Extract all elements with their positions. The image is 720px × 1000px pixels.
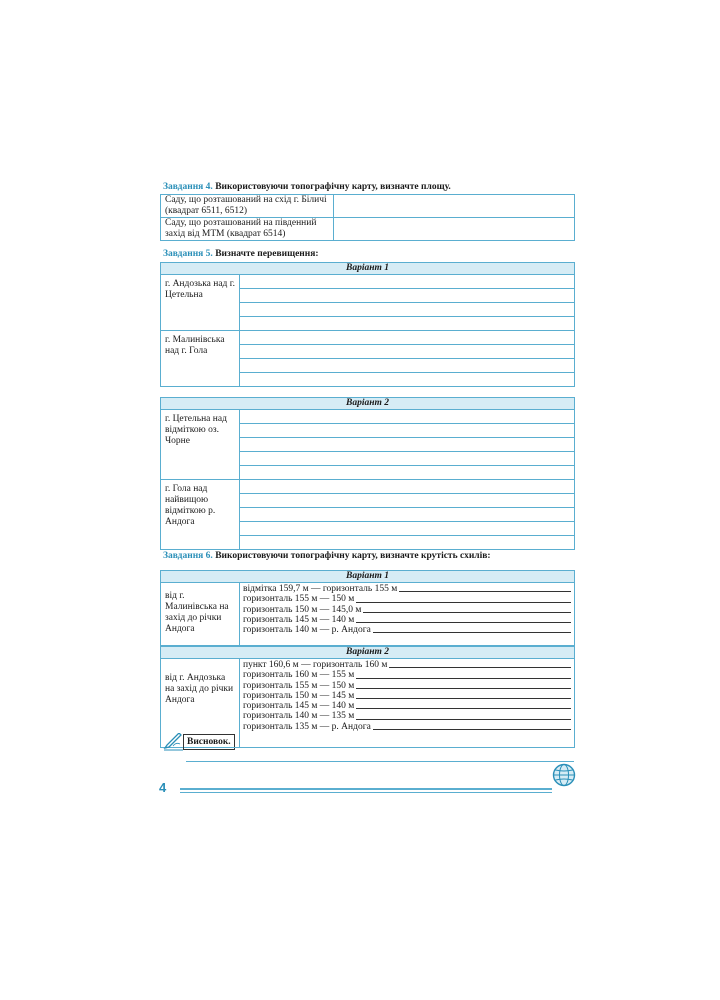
variant-header: Варіант 1 (161, 571, 575, 583)
task4-row-label: Саду, що розташований на схід г. Біличі (квадрат 6511, 6512) (161, 195, 334, 218)
variant-header: Варіант 1 (161, 263, 575, 275)
slope-line[interactable] (243, 594, 571, 604)
answer-line[interactable] (240, 536, 575, 550)
answer-line[interactable] (240, 452, 575, 466)
task4-title (163, 182, 451, 192)
slope-line[interactable] (243, 584, 571, 594)
task6-variant2-table (160, 646, 575, 748)
slope-line-label: горизонталь 150 м — 145,0 м (243, 604, 362, 615)
slope-line[interactable] (243, 722, 571, 732)
slope-line[interactable] (243, 711, 571, 721)
slope-line-label: горизонталь 135 м — р. Андога (243, 721, 371, 732)
answer-line[interactable] (240, 522, 575, 536)
variant-header: Варіант 2 (161, 398, 575, 410)
task6-item-label: від г. Андозька на захід до річки Андога (161, 659, 240, 748)
task6-number: Завдання 6. (163, 551, 213, 561)
answer-line[interactable] (240, 508, 575, 522)
slope-line-label: горизонталь 155 м — 150 м (243, 594, 355, 605)
answer-line[interactable] (240, 289, 575, 303)
slope-line[interactable] (243, 625, 571, 635)
answer-line[interactable] (240, 275, 575, 289)
slope-line[interactable] (243, 660, 571, 670)
footer-rule (180, 788, 552, 790)
task5-item-label: г. Гола над найвищою відміткою р. Андога (161, 480, 240, 550)
task4-table (160, 194, 575, 241)
task6-item-label: від г. Малинівська на захід до річки Андога (161, 583, 240, 646)
task5-title (163, 249, 319, 259)
slope-line-label: горизонталь 150 м — 145 м (243, 690, 355, 701)
answer-line[interactable] (240, 373, 575, 387)
footer-rule (180, 792, 552, 793)
globe-icon (552, 763, 576, 787)
answer-line[interactable] (240, 303, 575, 317)
slope-line-label: горизонталь 140 м — 135 м (243, 711, 355, 722)
slope-line-label: горизонталь 140 м — р. Андога (243, 625, 371, 636)
task5-text: Визначте перевищення: (215, 249, 319, 259)
task4-answer-cell[interactable] (334, 195, 575, 218)
answer-line[interactable] (240, 317, 575, 331)
answer-line[interactable] (240, 438, 575, 452)
slope-line[interactable] (243, 691, 571, 701)
answer-line[interactable] (240, 410, 575, 424)
slope-line-label: горизонталь 145 м — 140 м (243, 614, 355, 625)
task6-text: Використовуючи топографічну карту, визначте крутість схилів: (215, 551, 491, 561)
slope-line-label: відмітка 159,7 м — горизонталь 155 м (243, 584, 398, 594)
answer-line[interactable] (240, 359, 575, 373)
task5-item-label: г. Малинівська над г. Гола (161, 331, 240, 387)
answer-line[interactable] (240, 494, 575, 508)
answer-line[interactable] (240, 345, 575, 359)
pencil-icon (163, 733, 185, 751)
task4-number: Завдання 4. (163, 182, 213, 192)
slope-line[interactable] (243, 605, 571, 615)
task5-item-label: г. Андозька над г. Цетельна (161, 275, 240, 331)
task5-number: Завдання 5. (163, 249, 213, 259)
slope-line-label: горизонталь 155 м — 150 м (243, 680, 355, 691)
slope-line[interactable] (243, 670, 571, 680)
answer-line[interactable] (240, 466, 575, 480)
answer-line[interactable] (240, 424, 575, 438)
task6-title (163, 551, 491, 561)
answer-line[interactable] (240, 480, 575, 494)
conclusion-line[interactable] (230, 747, 574, 748)
slope-line-label: пункт 160,6 м — горизонталь 160 м (243, 660, 388, 670)
task4-row-label: Саду, що розташований на південний захід від МТМ (квадрат 6514) (161, 218, 334, 241)
answer-line[interactable] (240, 331, 575, 345)
slope-line-label: горизонталь 145 м — 140 м (243, 701, 355, 712)
conclusion-line[interactable] (186, 761, 574, 762)
task4-answer-cell[interactable] (334, 218, 575, 241)
slope-line-label: горизонталь 160 м — 155 м (243, 670, 355, 681)
conclusion-label: Висновок. (183, 734, 235, 750)
task5-variant1-table (160, 262, 575, 387)
task5-item-label: г. Цетельна над відміткою оз. Чорне (161, 410, 240, 480)
page-number: 4 (159, 780, 167, 795)
task4-text: Використовуючи топографічну карту, визначте площу. (215, 182, 451, 192)
slope-line[interactable] (243, 615, 571, 625)
slope-line[interactable] (243, 681, 571, 691)
variant-header: Варіант 2 (161, 647, 575, 659)
slope-line[interactable] (243, 701, 571, 711)
task6-variant1-table (160, 570, 575, 646)
task5-variant2-table (160, 397, 575, 550)
